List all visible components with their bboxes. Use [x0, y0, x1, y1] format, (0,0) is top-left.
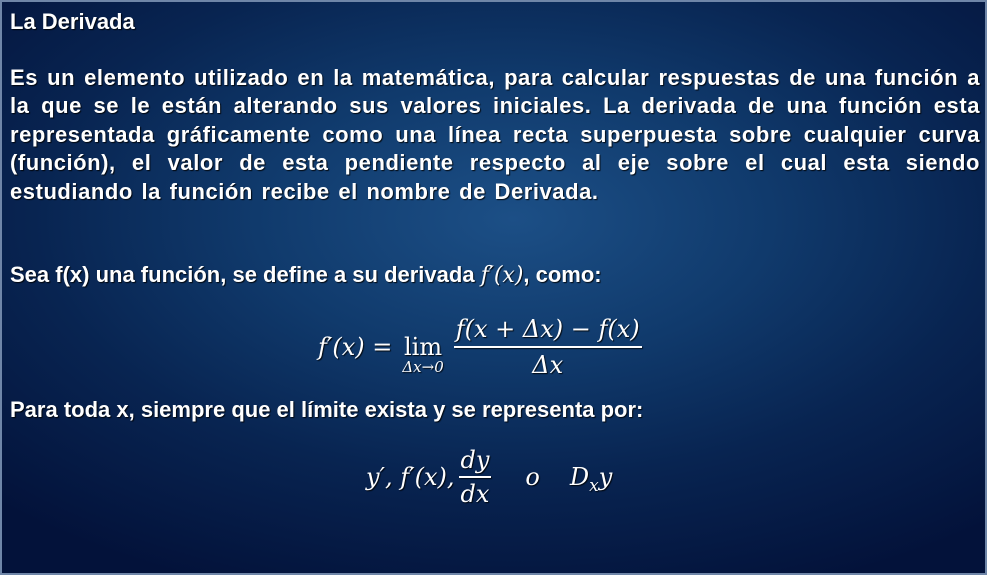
difference-quotient [454, 314, 642, 380]
leibniz-fraction [459, 446, 492, 508]
fraction-denominator: Δx [532, 350, 564, 379]
limit-subscript: Δx→0 [402, 357, 444, 376]
sea-text: Sea f(x) una función, se define a su derivada [10, 262, 481, 287]
slide-title: La Derivada [10, 9, 135, 34]
operator-d: D [569, 462, 590, 491]
leibniz-numerator: dy [460, 446, 490, 474]
limit-word: lim [403, 332, 443, 361]
limit-definition-formula [318, 314, 642, 380]
fraction-numerator: f(x + Δx) − f(x) [455, 315, 640, 343]
or-word: o [525, 462, 540, 491]
sea-math-derivative: f′(x) [480, 263, 524, 288]
leibniz-denominator: dx [460, 479, 490, 508]
notation-prefix: y′, f′(x), [366, 462, 455, 491]
notation-intro: Para toda x, siempre que el límite exista y se representa por: [10, 397, 644, 422]
sea-tail: , como: [523, 262, 602, 287]
sea-line [10, 260, 602, 291]
definition-paragraph: Es un elemento utilizado en la matemática, para calcular respuestas de una función a la que se le están alterando sus valores iniciales. La derivada de una función esta representada gráficamente como una línea recta superpuesta sobre cualquier curva (función), el valor de esta pendiente respecto al eje sobre el cual esta siendo estudiando la función recibe el nombre de Derivada. [10, 65, 980, 204]
operator-y: y [598, 462, 613, 491]
operator-notation [569, 462, 613, 496]
notation-formula [366, 446, 612, 508]
formula-lhs: f′(x) = [318, 332, 393, 361]
operator-subscript: x [589, 475, 599, 496]
limit-operator [402, 332, 444, 376]
